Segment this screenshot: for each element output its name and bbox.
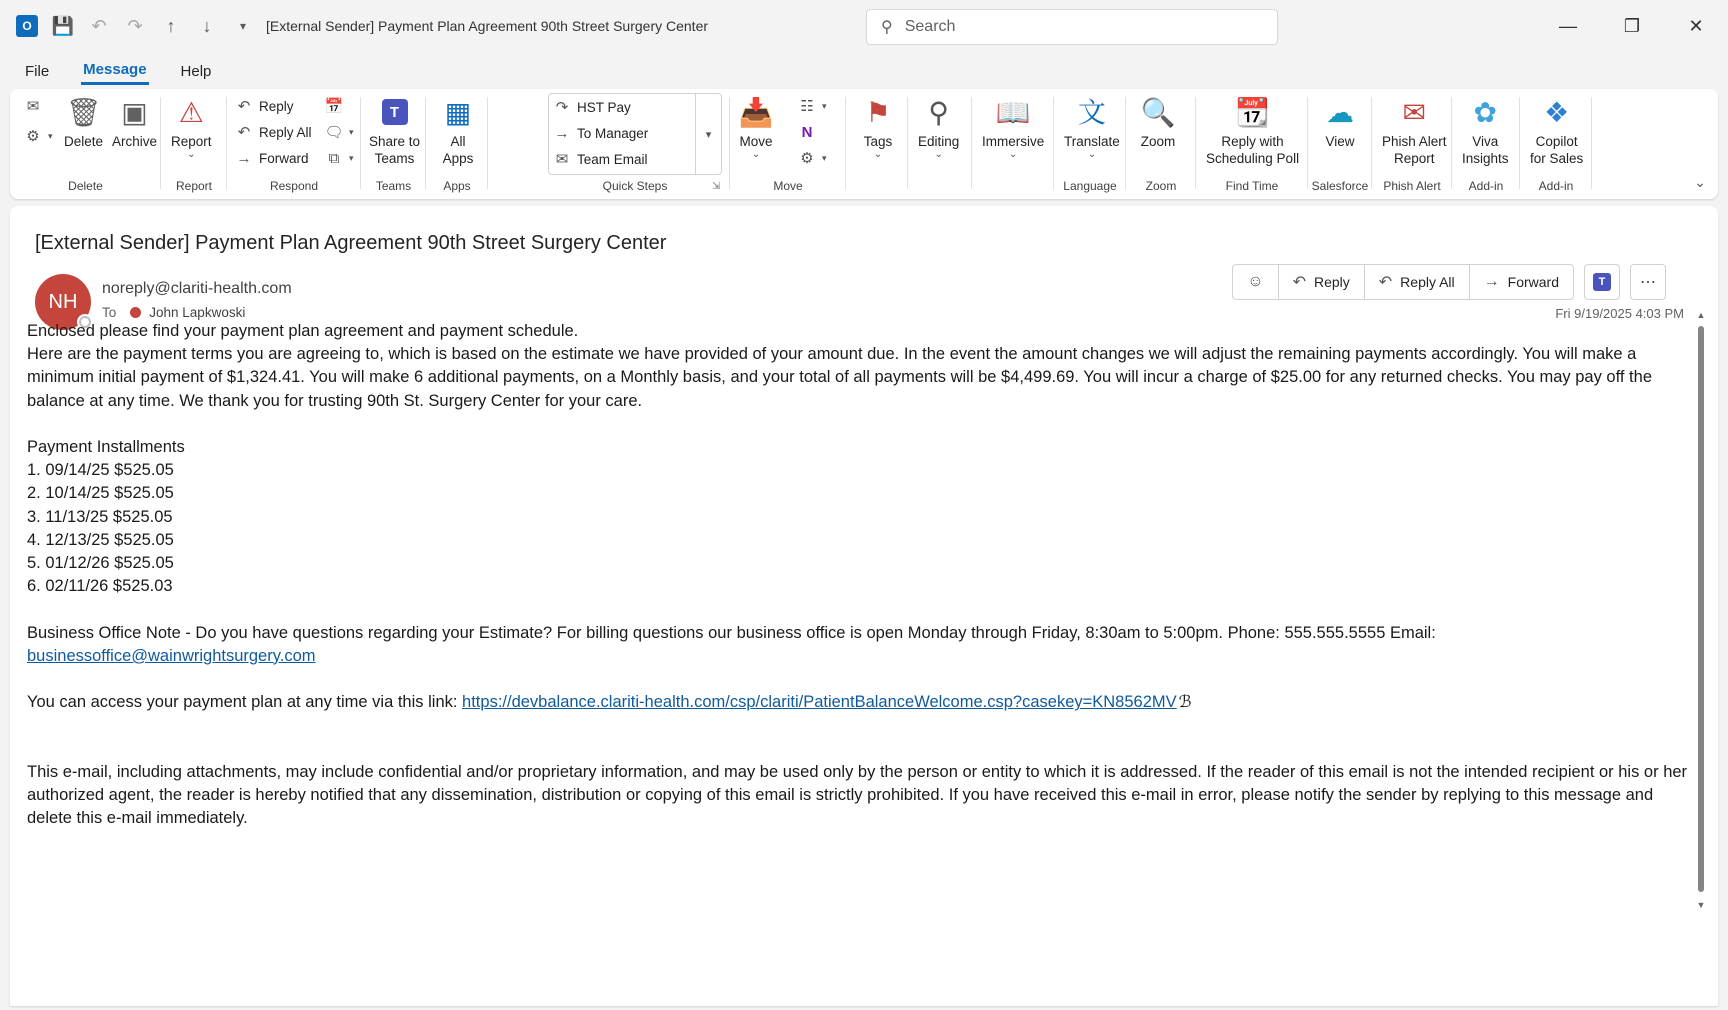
menu-tabs	[0, 56, 213, 86]
teams-icon: T	[1593, 273, 1611, 291]
report-group-label: Report	[175, 179, 213, 193]
quick-steps-gallery	[548, 93, 722, 175]
ribbon-reply-button[interactable]: ↶ Reply	[235, 97, 294, 115]
im-button[interactable]: 🗨 ▾	[324, 124, 354, 141]
scroll-down-icon[interactable]: ▼	[1696, 900, 1706, 910]
reading-pane	[10, 206, 1718, 1006]
message-actions	[1232, 264, 1666, 300]
salesforce-view-button[interactable]: ☁ View	[1322, 93, 1358, 150]
ignore-icon: ✉	[26, 98, 40, 115]
installment-item: 1. 09/14/25 $525.05	[27, 461, 174, 480]
scrollbar-thumb[interactable]	[1698, 326, 1704, 892]
next-item-icon[interactable]: ↓	[202, 15, 212, 36]
onenote-icon: N	[801, 123, 813, 141]
previous-item-icon[interactable]: ↑	[166, 15, 176, 36]
quick-access-toolbar	[0, 15, 254, 37]
forward-icon: →	[1483, 273, 1500, 290]
language-group	[1054, 89, 1126, 199]
reply-icon: ↶	[1292, 274, 1306, 291]
chevron-down-icon: ⌄	[934, 149, 943, 160]
sweep-icon: ⚙	[26, 128, 40, 145]
share-to-teams-button[interactable]: T Share to Teams	[369, 93, 420, 167]
disclaimer: This e-mail, including attachments, may include confidential and/or proprietary information, and may be used only by the person or entity to which it is addressed. If the reader of this email is not the intended recipient or his or her authorized agent, the reader is hereby notified that any dissemination, distribution or copying of this email is strictly prohibited. If you have received this e-mail in error, please notify the sender by replying to this message and delete this e-mail immediately.	[27, 762, 1688, 828]
quick-steps-group	[10, 89, 730, 199]
installment-item: 5. 01/12/26 $525.05	[27, 554, 174, 573]
teams-share-button[interactable]	[1584, 264, 1620, 300]
reply-all-button[interactable]: ↶ Reply All	[1364, 265, 1469, 299]
close-icon[interactable]: ✕	[1688, 15, 1704, 36]
access-paragraph	[27, 691, 1699, 714]
salesforce-group	[1308, 89, 1372, 199]
installment-item: 2. 10/14/25 $525.05	[27, 484, 174, 503]
phish-alert-group	[1372, 89, 1452, 199]
search-icon: ⚲	[881, 19, 893, 36]
dialog-launcher-icon[interactable]: ⇲	[712, 181, 721, 192]
response-button-group	[1232, 264, 1574, 300]
tab-help[interactable]: Help	[180, 62, 212, 80]
viva-icon: ✿	[1473, 96, 1497, 128]
search-box[interactable]	[866, 9, 1278, 45]
quick-steps-expand-icon[interactable]: ▾	[695, 94, 721, 174]
outlook-logo-icon: O	[16, 15, 38, 37]
scheduling-poll-button[interactable]: 📆 Reply with Scheduling Poll	[1206, 93, 1299, 167]
move-button[interactable]: 📥 Move ⌄	[738, 93, 774, 160]
installment-item: 3. 11/13/25 $525.05	[27, 507, 173, 526]
trash-icon: 🗑	[65, 96, 102, 128]
title-bar	[0, 0, 1728, 52]
chat-icon: 🗨	[324, 124, 344, 141]
sender-address[interactable]: noreply@clariti-health.com	[102, 280, 292, 297]
recipient-name[interactable]: John Lapkwoski	[149, 305, 246, 320]
reply-all-icon: ↶	[237, 124, 251, 141]
immersive-reader-icon: 📖	[995, 96, 1031, 128]
avatar-initials: NH	[48, 290, 78, 313]
copilot-icon: ❖	[1544, 96, 1570, 128]
chevron-down-icon: ⌄	[751, 149, 761, 160]
ribbon	[10, 89, 1718, 199]
viva-group	[1452, 89, 1520, 199]
recipient-presence-icon	[130, 307, 141, 318]
delete-label: Delete	[64, 134, 104, 149]
message-datetime: Fri 9/19/2025 4:03 PM	[1555, 306, 1684, 321]
translate-button[interactable]: 文 Translate ⌄	[1064, 93, 1120, 160]
body-terms: Here are the payment terms you are agreeing to, which is based on the estimate we have provided of your amount due. In the event the amount changes we will adjust the remaining payments accordingly. You will make a minimum initial payment of $1,324.41. You will make 6 additional payments, on a Monthly basis, and your total of all payments will be $4,499.69. You will incur a charge of $25.00 for any returned checks. You may pay off the balance at any time. We thank you for trusting 90th St. Surgery Center for your care.	[27, 345, 1652, 410]
ribbon-expand-icon[interactable]: ⌄	[1694, 174, 1706, 190]
message-body	[27, 320, 1699, 830]
zoom-icon: 🔍	[1140, 96, 1176, 128]
installments-heading: Payment Installments	[27, 438, 185, 456]
teams-icon: T	[377, 93, 413, 131]
body-intro: Enclosed please find your payment plan agreement and payment schedule.	[27, 322, 579, 340]
reply-button[interactable]: ↶ Reply	[1278, 265, 1364, 299]
undo-icon[interactable]: ↶	[91, 15, 107, 36]
text-cursor-icon: ℬ	[1178, 693, 1192, 712]
more-respond-icon: ⧉	[328, 149, 340, 167]
move-group-label: Move	[773, 179, 803, 193]
more-actions-button[interactable]	[1630, 264, 1666, 300]
viva-group-label: Add-in	[1468, 179, 1504, 193]
editing-group	[908, 89, 972, 199]
mail-icon: ✉	[555, 151, 569, 168]
reply-icon: ↶	[237, 98, 251, 115]
vertical-scrollbar[interactable]	[1696, 310, 1706, 910]
access-text: You can access your payment plan at any time via this link:	[27, 693, 463, 712]
chevron-down-icon: ⌄	[1008, 149, 1018, 160]
save-icon[interactable]: 💾	[51, 15, 75, 36]
business-office-email-link[interactable]: businessoffice@wainwrightsurgery.com	[27, 646, 316, 665]
payment-plan-link[interactable]: https://devbalance.clariti-health.com/csp/clariti/PatientBalanceWelcome.csp?casekey=KN8562MV	[462, 693, 1177, 712]
shield-icon: ⚠	[178, 96, 204, 128]
find-time-group	[1196, 89, 1308, 199]
tags-button[interactable]: ⚑ Tags ⌄	[860, 93, 896, 160]
quick-step-hst-pay[interactable]: ↷ HST Pay	[553, 98, 631, 116]
ribbon-reply-all-button[interactable]: ↶ Reply All	[235, 123, 312, 141]
report-label: Report	[171, 134, 212, 149]
more-respond-button[interactable]: ⧉ ▾	[325, 149, 354, 167]
zoom-group	[1126, 89, 1196, 199]
sweep-button[interactable]: ⚙ ▾	[24, 127, 53, 145]
to-label: To	[102, 305, 117, 320]
emoji-icon: ☺	[1247, 273, 1264, 290]
scroll-up-icon[interactable]: ▲	[1696, 310, 1706, 320]
phish-alert-button[interactable]: ✉ Phish Alert Report	[1382, 93, 1447, 167]
reaction-button[interactable]	[1233, 265, 1277, 299]
translate-icon: 文	[1077, 96, 1106, 128]
chevron-down-icon: ⌄	[1087, 149, 1097, 160]
quick-step-to-manager[interactable]: → To Manager	[554, 124, 649, 142]
calendar-icon: 📅	[324, 98, 344, 115]
actions-button[interactable]: ⚙ ▾	[798, 149, 827, 167]
restore-icon[interactable]: ❐	[1623, 15, 1641, 36]
copilot-for-sales-button[interactable]: ❖ Copilot for Sales	[1530, 93, 1583, 167]
all-apps-button[interactable]: ▦ All Apps	[440, 93, 476, 167]
apps-group-label: Apps	[443, 179, 471, 193]
arrow-right-icon: →	[554, 124, 570, 142]
respond-group-label: Respond	[269, 179, 319, 193]
message-subject: [External Sender] Payment Plan Agreement 90th Street Surgery Center	[35, 232, 667, 254]
archive-label: Archive	[112, 134, 158, 149]
window-title: [External Sender] Payment Plan Agreement 90th Street Surgery Center	[266, 18, 709, 34]
quick-step-icon: ↷	[555, 99, 569, 116]
installment-item: 4. 12/13/25 $525.05	[27, 530, 174, 549]
zoom-button[interactable]: 🔍 Zoom	[1140, 93, 1176, 150]
editing-button[interactable]: ⚲ Editing ⌄	[918, 93, 959, 160]
minimize-icon[interactable]: —	[1559, 15, 1577, 36]
installment-item: 6. 02/11/26 $525.03	[27, 577, 173, 596]
more-icon: ⋯	[1640, 274, 1656, 291]
redo-icon[interactable]: ↷	[127, 15, 143, 36]
quick-step-team-email[interactable]: ✉ Team Email	[553, 150, 648, 168]
chevron-down-icon: ⌄	[187, 149, 196, 160]
chevron-down-icon: ⌄	[873, 149, 883, 160]
viva-insights-button[interactable]: ✿ Viva Insights	[1462, 93, 1509, 167]
archive-icon: ▣	[121, 96, 148, 128]
recipient-row	[102, 305, 245, 320]
salesforce-group-label: Salesforce	[1311, 179, 1369, 193]
move-icon: 📥	[738, 96, 774, 128]
flag-icon: ⚑	[865, 96, 891, 128]
rules-button[interactable]: ☷ ▾	[798, 97, 827, 115]
poll-calendar-icon: 📆	[1235, 96, 1270, 128]
immersive-button[interactable]: 📖 Immersive ⌄	[982, 93, 1044, 160]
ribbon-forward-button[interactable]: → Forward	[236, 149, 309, 167]
rules-icon: ☷	[800, 98, 814, 115]
find-time-group-label: Find Time	[1225, 179, 1279, 193]
immersive-group	[972, 89, 1054, 199]
tab-file[interactable]: File	[25, 62, 50, 80]
copilot-group	[1520, 89, 1592, 199]
customize-qat-icon[interactable]: ▾	[239, 19, 247, 33]
teams-group-label: Teams	[375, 179, 412, 193]
onenote-button[interactable]	[798, 123, 816, 141]
forward-icon: →	[236, 149, 252, 167]
window-controls	[1536, 0, 1728, 52]
forward-button[interactable]: → Forward	[1469, 265, 1573, 299]
find-icon: ⚲	[928, 96, 949, 128]
tab-message[interactable]: Message	[81, 57, 148, 85]
move-group	[730, 89, 846, 199]
apps-grid-icon: ▦	[444, 96, 472, 128]
language-group-label: Language	[1063, 179, 1117, 193]
reply-all-icon: ↶	[1378, 274, 1393, 291]
delete-group-label: Delete	[68, 179, 103, 193]
phish-alert-group-label: Phish Alert	[1383, 179, 1441, 193]
quick-steps-group-label: Quick Steps	[602, 179, 668, 193]
zoom-group-label: Zoom	[1145, 179, 1177, 193]
cloud-icon: ☁	[1326, 96, 1354, 128]
tags-group	[846, 89, 908, 199]
business-office-note: Business Office Note - Do you have questions regarding your Estimate? For billing questions our business office is open Monday through Friday, 8:30am to 5:00pm. Phone: 555.555.5555 Email:	[27, 623, 1436, 642]
actions-icon: ⚙	[800, 150, 814, 167]
search-placeholder: Search	[904, 18, 956, 35]
copilot-group-label: Add-in	[1538, 179, 1574, 193]
phish-hook-icon: ✉	[1402, 96, 1426, 128]
group-separator	[1591, 97, 1592, 189]
